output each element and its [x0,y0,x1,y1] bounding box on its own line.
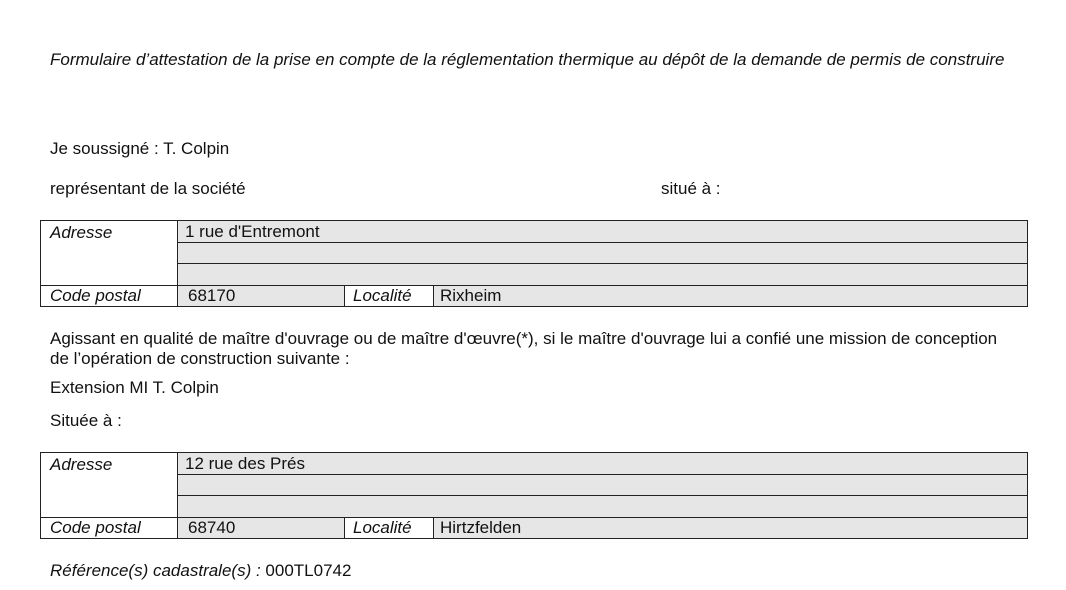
locality-value: Rixheim [440,286,502,305]
postal-code-value: 68740 [188,518,236,537]
operation-name: Extension MI T. Colpin [50,378,219,397]
form-title: Formulaire d’attestation de la prise en compte de la réglementation thermique au dépôt de la demande de permis de construire [50,50,1005,69]
company-address-table [40,220,1028,307]
declarant-label: Je soussigné : [50,139,159,158]
address-line1-value: 1 rue d'Entremont [185,222,320,241]
locality-label: Localité [353,518,412,537]
cadastral-label: Référence(s) cadastrale(s) : [50,561,261,580]
locality-field[interactable] [434,518,1027,538]
locality-label: Localité [353,286,412,305]
postal-code-label: Code postal [50,518,141,537]
locality-value: Hirtzfelden [440,518,522,537]
address-label: Adresse [50,223,113,242]
locality-field[interactable] [434,286,1027,306]
site-label: Située à : [50,411,122,430]
company-located-label: situé à : [661,179,721,198]
postal-code-label: Code postal [50,286,141,305]
declarant-name: T. Colpin [163,139,230,158]
company-label: représentant de la société [50,179,246,198]
mission-text: Agissant en qualité de maître d'ouvrage ou de maître d'œuvre(*), si le maître d'ouvrage lui a confié une mission de conception de l’opération de construction suivante : [50,329,998,368]
address-line3-field[interactable] [178,496,1027,517]
postal-code-value: 68170 [188,286,236,305]
address-line1-field[interactable] [178,453,1027,474]
address-line2-field[interactable] [178,475,1027,495]
address-label: Adresse [50,455,113,474]
address-line3-field[interactable] [178,264,1027,285]
address-line2-field[interactable] [178,243,1027,263]
cadastral-value: 000TL0742 [265,561,352,580]
cadastral-reference [50,561,351,581]
site-address-table [40,452,1028,539]
address-line1-value: 12 rue des Prés [185,454,306,473]
declarant-line [50,139,229,159]
